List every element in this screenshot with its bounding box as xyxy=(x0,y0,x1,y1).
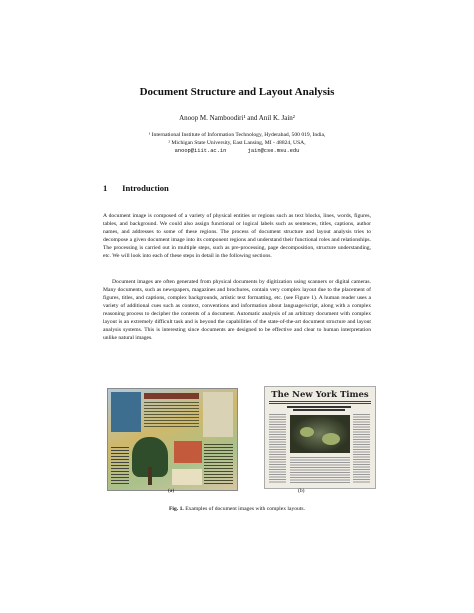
masthead-rule xyxy=(269,401,371,402)
email-1: anoop@iiit.ac.in xyxy=(174,148,227,154)
image-block xyxy=(111,447,129,485)
image-block xyxy=(172,469,202,485)
figure-1b-image xyxy=(264,386,376,489)
image-block xyxy=(174,441,202,463)
image-block xyxy=(144,393,199,399)
headline-line xyxy=(287,406,351,408)
headline-line xyxy=(293,409,345,411)
newspaper-masthead: The New York Times xyxy=(271,390,369,400)
image-block xyxy=(204,444,233,484)
photo-element xyxy=(322,433,340,445)
subfigure-label-b: (b) xyxy=(298,488,305,494)
image-block xyxy=(203,392,233,437)
paragraph-2: Document images are often generated from physical documents by digitization using scanners or digital cameras. Many documents, such as newspapers, magazines and brochures, contain very complex layout due to the placement of figures, titles, and captions, complex backgrounds, artistic text formatting, etc. (see Figure 1). A human reader uses a variety of additional cues such as context, conventions and information about language/script, along with a complex reasoning process to decipher the contents of a document. Automatic analysis of an arbitrary document with complex layout is an extremely difficult task and is beyond the capabilities of the state-of-the-art document structure and layout analysis systems. This is interesting since documents are designed to be effective and clear to human interpretation unlike natural images. xyxy=(103,278,371,342)
newspaper-headline xyxy=(287,405,351,412)
masthead-rule xyxy=(269,403,371,404)
author-line: Anoop M. Namboodiri¹ and Anil K. Jain² xyxy=(179,114,295,122)
image-block xyxy=(148,467,152,485)
image-block xyxy=(144,402,199,428)
subfigure-label-a: (a) xyxy=(168,488,175,494)
caption-text: Examples of document images with complex layouts. xyxy=(185,506,305,512)
section-title: Introduction xyxy=(122,183,169,193)
affiliation-1: ¹ International Institute of Information Technology, Hyderabad, 500 019, India, xyxy=(148,132,326,138)
section-number: 1 xyxy=(103,183,108,193)
affiliations xyxy=(0,131,474,155)
image-block xyxy=(111,392,141,432)
caption-label: Fig. 1. xyxy=(169,506,184,512)
paragraph-1: A document image is composed of a variety of physical entities or regions such as text blocks, lines, words, figures, tables, and background. We could also assign functional or logical labels such as sentences, titles, captions, author names, and addresses to some of these regions. The process of document structure and layout analysis tries to decompose a given document image into its component regions and understand their functional roles and relationships. The processing is carried out in multiple steps, such as pre-processing, page decomposition, structure understanding, etc. We will look into each of these steps in detail in the following sections. xyxy=(103,212,371,260)
paper-title: Document Structure and Layout Analysis xyxy=(139,86,335,98)
section-heading xyxy=(103,183,169,193)
email-line xyxy=(0,147,474,155)
text-column xyxy=(290,457,350,484)
photo-element xyxy=(300,427,314,437)
affiliation-2: ² Michigan State University, East Lansing, MI - 48824, USA, xyxy=(168,140,306,146)
figure-1a-image xyxy=(107,388,238,491)
newspaper-photo xyxy=(290,415,350,453)
figure-caption xyxy=(0,506,474,512)
text-column xyxy=(353,414,370,484)
text-column xyxy=(269,414,286,484)
email-2: jain@cse.msu.edu xyxy=(247,148,300,154)
